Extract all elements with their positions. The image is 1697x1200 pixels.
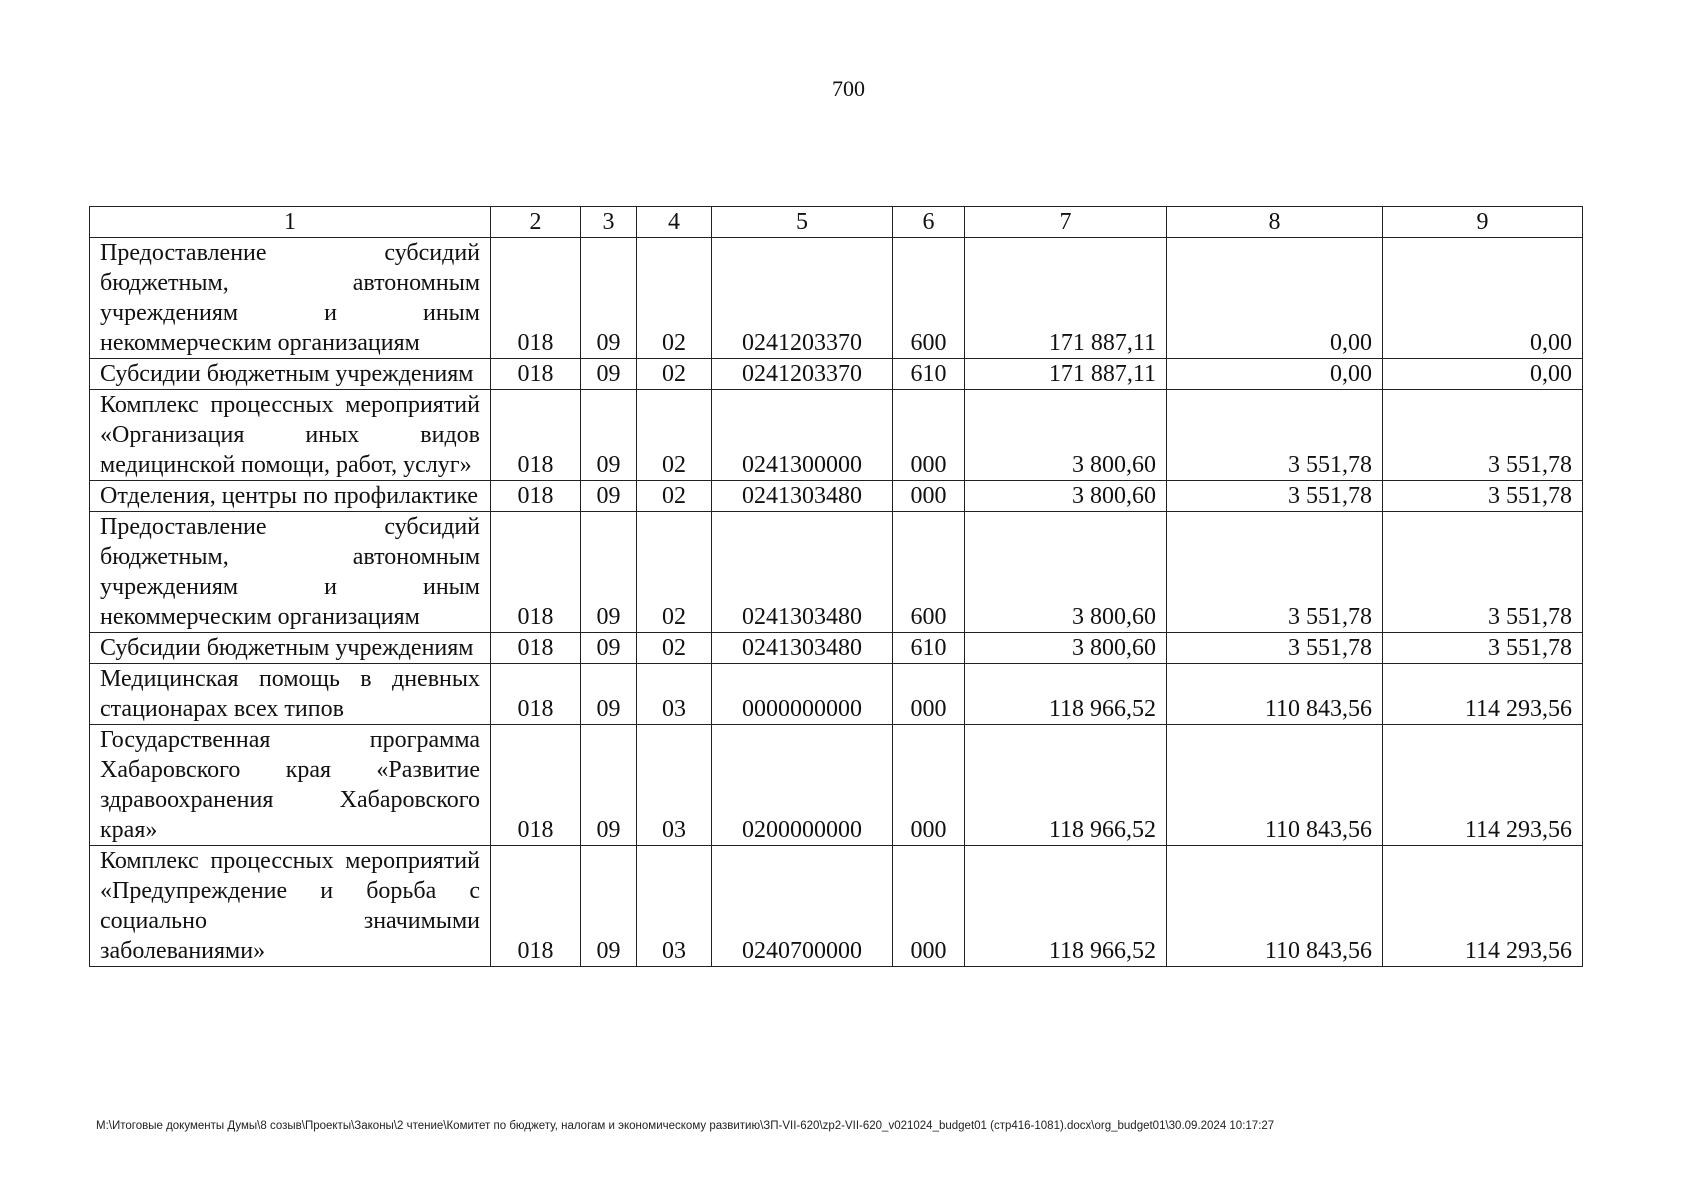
cell-col-3: 09 (581, 238, 637, 359)
cell-col-3: 09 (581, 512, 637, 633)
cell-col-7: 3 800,60 (965, 633, 1167, 664)
cell-col-4: 02 (637, 512, 712, 633)
header-col-4: 4 (637, 207, 712, 238)
cell-col-3: 09 (581, 633, 637, 664)
table-row (90, 846, 1583, 967)
cell-col-6: 000 (893, 725, 965, 846)
table-row (90, 359, 1583, 390)
row-name: Государственная программа Хабаровского края «Развитие здравоохранения Хабаровского края» (90, 725, 491, 846)
cell-col-5: 0200000000 (712, 725, 893, 846)
header-col-9: 9 (1383, 207, 1583, 238)
cell-col-3: 09 (581, 725, 637, 846)
cell-col-7: 118 966,52 (965, 846, 1167, 967)
cell-col-7: 118 966,52 (965, 725, 1167, 846)
table-row (90, 664, 1583, 725)
cell-col-9: 3 551,78 (1383, 481, 1583, 512)
header-row (90, 207, 1583, 238)
cell-col-5: 0241300000 (712, 390, 893, 481)
cell-col-3: 09 (581, 664, 637, 725)
cell-col-8: 3 551,78 (1167, 481, 1383, 512)
header-col-7: 7 (965, 207, 1167, 238)
cell-col-4: 03 (637, 664, 712, 725)
cell-col-4: 03 (637, 725, 712, 846)
cell-col-2: 018 (491, 664, 581, 725)
footer-file-path: M:\Итоговые документы Думы\8 созыв\Проекты\Законы\2 чтение\Комитет по бюджету, налогам и экономическому развитию\ЗП-VII-620\zp2-VII-620_v021024_budget01 (стр416-1081).docx\org_budget01\30.09.2024 10:17:27 (96, 1120, 1275, 1132)
cell-col-4: 02 (637, 390, 712, 481)
header-col-1: 1 (90, 207, 491, 238)
cell-col-8: 3 551,78 (1167, 512, 1383, 633)
cell-col-5: 0241203370 (712, 238, 893, 359)
cell-col-7: 171 887,11 (965, 238, 1167, 359)
row-name: Медицинская помощь в дневных стационарах всех типов (90, 664, 491, 725)
header-col-2: 2 (491, 207, 581, 238)
cell-col-7: 3 800,60 (965, 390, 1167, 481)
table-row (90, 725, 1583, 846)
cell-col-2: 018 (491, 846, 581, 967)
cell-col-8: 0,00 (1167, 238, 1383, 359)
cell-col-5: 0241303480 (712, 512, 893, 633)
table-row (90, 238, 1583, 359)
cell-col-7: 171 887,11 (965, 359, 1167, 390)
header-col-5: 5 (712, 207, 893, 238)
cell-col-8: 110 843,56 (1167, 846, 1383, 967)
cell-col-9: 114 293,56 (1383, 664, 1583, 725)
table-row (90, 481, 1583, 512)
row-name: Комплекс процессных мероприятий «Организация иных видов медицинской помощи, работ, услуг» (90, 390, 491, 481)
cell-col-6: 600 (893, 512, 965, 633)
cell-col-9: 114 293,56 (1383, 846, 1583, 967)
cell-col-9: 0,00 (1383, 238, 1583, 359)
cell-col-8: 110 843,56 (1167, 664, 1383, 725)
header-col-3: 3 (581, 207, 637, 238)
row-name: Субсидии бюджетным учреждениям (90, 359, 491, 390)
cell-col-6: 000 (893, 846, 965, 967)
cell-col-3: 09 (581, 481, 637, 512)
cell-col-9: 3 551,78 (1383, 512, 1583, 633)
row-name: Предоставление субсидий бюджетным, автономным учреждениям и иным некоммерческим организациям (90, 238, 491, 359)
cell-col-6: 610 (893, 633, 965, 664)
page-number: 700 (832, 76, 865, 101)
row-name: Отделения, центры по профилактике (90, 481, 491, 512)
cell-col-2: 018 (491, 725, 581, 846)
cell-col-6: 000 (893, 481, 965, 512)
cell-col-6: 610 (893, 359, 965, 390)
header-col-6: 6 (893, 207, 965, 238)
header-col-8: 8 (1167, 207, 1383, 238)
cell-col-3: 09 (581, 846, 637, 967)
cell-col-2: 018 (491, 359, 581, 390)
cell-col-6: 000 (893, 390, 965, 481)
cell-col-5: 0241303480 (712, 633, 893, 664)
row-name: Предоставление субсидий бюджетным, автономным учреждениям и иным некоммерческим организациям (90, 512, 491, 633)
cell-col-5: 0000000000 (712, 664, 893, 725)
row-name: Субсидии бюджетным учреждениям (90, 633, 491, 664)
cell-col-2: 018 (491, 481, 581, 512)
cell-col-5: 0241303480 (712, 481, 893, 512)
cell-col-7: 3 800,60 (965, 481, 1167, 512)
cell-col-4: 02 (637, 481, 712, 512)
cell-col-7: 118 966,52 (965, 664, 1167, 725)
cell-col-8: 3 551,78 (1167, 633, 1383, 664)
cell-col-9: 0,00 (1383, 359, 1583, 390)
cell-col-4: 02 (637, 633, 712, 664)
cell-col-4: 02 (637, 359, 712, 390)
cell-col-4: 02 (637, 238, 712, 359)
cell-col-8: 110 843,56 (1167, 725, 1383, 846)
cell-col-5: 0240700000 (712, 846, 893, 967)
cell-col-6: 000 (893, 664, 965, 725)
row-name: Комплекс процессных мероприятий «Предупреждение и борьба с социально значимыми заболеваниями» (90, 846, 491, 967)
cell-col-2: 018 (491, 633, 581, 664)
cell-col-5: 0241203370 (712, 359, 893, 390)
cell-col-8: 3 551,78 (1167, 390, 1383, 481)
cell-col-6: 600 (893, 238, 965, 359)
cell-col-3: 09 (581, 359, 637, 390)
cell-col-9: 3 551,78 (1383, 633, 1583, 664)
cell-col-3: 09 (581, 390, 637, 481)
table-row (90, 633, 1583, 664)
cell-col-9: 3 551,78 (1383, 390, 1583, 481)
cell-col-4: 03 (637, 846, 712, 967)
cell-col-7: 3 800,60 (965, 512, 1167, 633)
table-row (90, 512, 1583, 633)
cell-col-2: 018 (491, 238, 581, 359)
cell-col-2: 018 (491, 512, 581, 633)
cell-col-2: 018 (491, 390, 581, 481)
cell-col-9: 114 293,56 (1383, 725, 1583, 846)
budget-table (89, 206, 1583, 967)
table-row (90, 390, 1583, 481)
cell-col-8: 0,00 (1167, 359, 1383, 390)
